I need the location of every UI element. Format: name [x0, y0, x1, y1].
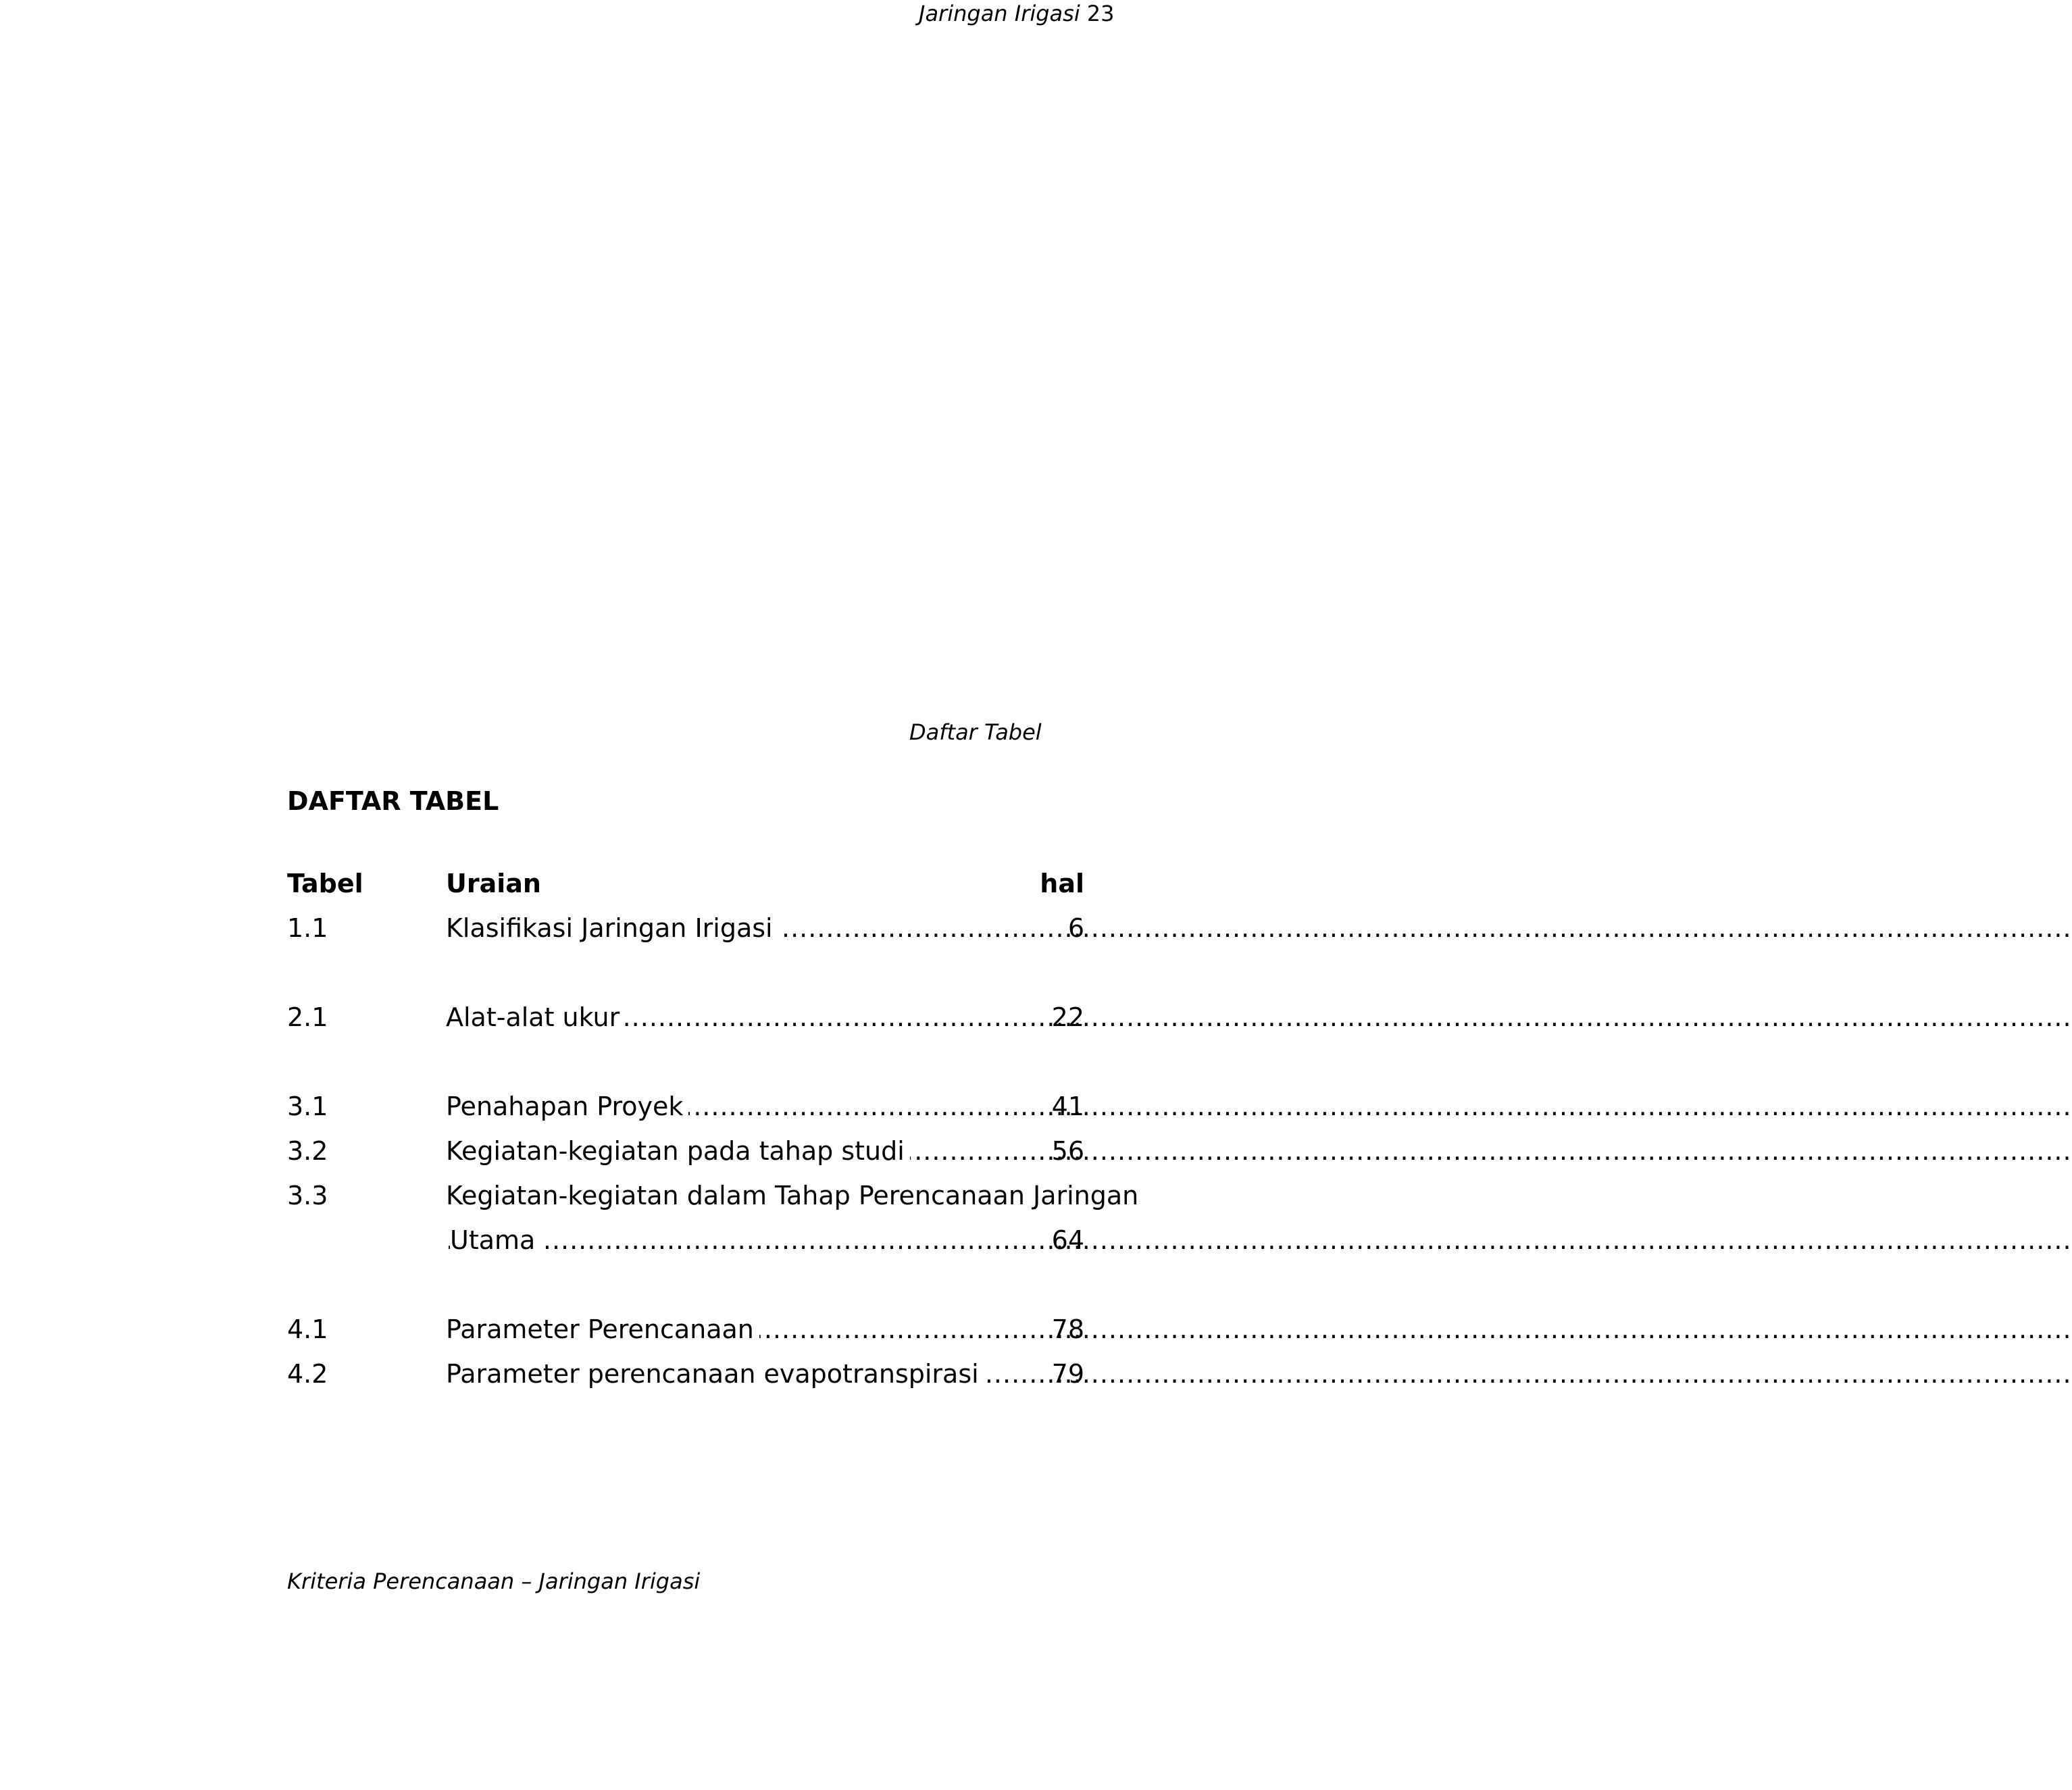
table-row: [287, 1310, 1084, 1348]
page-number: 23: [1086, 1, 1115, 26]
row-description: [446, 1221, 966, 1259]
table-row: [287, 1132, 1084, 1170]
row-number: 3.2: [287, 1136, 328, 1166]
table-header: [287, 865, 1084, 902]
header-description: Uraian: [446, 869, 541, 898]
row-description-text: Penahapan Proyek: [446, 1092, 688, 1121]
running-head: [919, 0, 1115, 27]
header-number: Tabel: [287, 869, 363, 898]
row-description-text: Alat-alat ukur: [446, 1002, 625, 1032]
row-number: 1.1: [287, 913, 328, 943]
row-page: 22: [1051, 1002, 1084, 1032]
row-description: [446, 1132, 966, 1170]
table-row-continuation: [287, 1221, 1084, 1259]
table-row: [287, 1355, 1084, 1393]
row-description: [446, 1310, 966, 1348]
row-page: 56: [1051, 1136, 1084, 1166]
row-description: Kegiatan-kegiatan dalam Tahap Perencanaan Jaringan: [446, 1181, 1139, 1210]
row-page: 79: [1051, 1359, 1084, 1389]
row-page: 6: [1067, 913, 1084, 943]
row-description-text: Utama: [450, 1225, 540, 1255]
row-description: [446, 998, 966, 1036]
row-page: 64: [1051, 1225, 1084, 1255]
row-page: 78: [1051, 1314, 1084, 1344]
row-description-text: Klasifikasi Jaringan Irigasi: [446, 913, 778, 943]
row-description: [446, 1355, 979, 1393]
section-label: Daftar Tabel: [909, 719, 1042, 745]
footer-text: Kriteria Perencanaan – Jaringan Irigasi: [287, 1568, 701, 1594]
row-description-text: Kegiatan-kegiatan pada tahap studi: [446, 1136, 910, 1166]
row-number: 2.1: [287, 1002, 328, 1032]
row-description-text: Parameter perencanaan evapotranspirasi: [446, 1359, 984, 1389]
row-number: 4.2: [287, 1359, 328, 1389]
row-description-text: Parameter Perencanaan: [446, 1314, 759, 1344]
row-page: 41: [1051, 1092, 1084, 1121]
table-row: [287, 998, 1084, 1036]
page-title: DAFTAR TABEL: [287, 786, 499, 816]
running-head-title: Jaringan Irigasi: [919, 1, 1080, 26]
row-number: 4.1: [287, 1314, 328, 1344]
table-row: [287, 1088, 1084, 1125]
header-page: hal: [1040, 869, 1084, 898]
table-row: [287, 909, 1084, 947]
row-description: [446, 909, 966, 947]
row-description: [446, 1088, 966, 1125]
row-number: 3.3: [287, 1181, 328, 1210]
table-row: [287, 1177, 1139, 1214]
row-number: 3.1: [287, 1092, 328, 1121]
